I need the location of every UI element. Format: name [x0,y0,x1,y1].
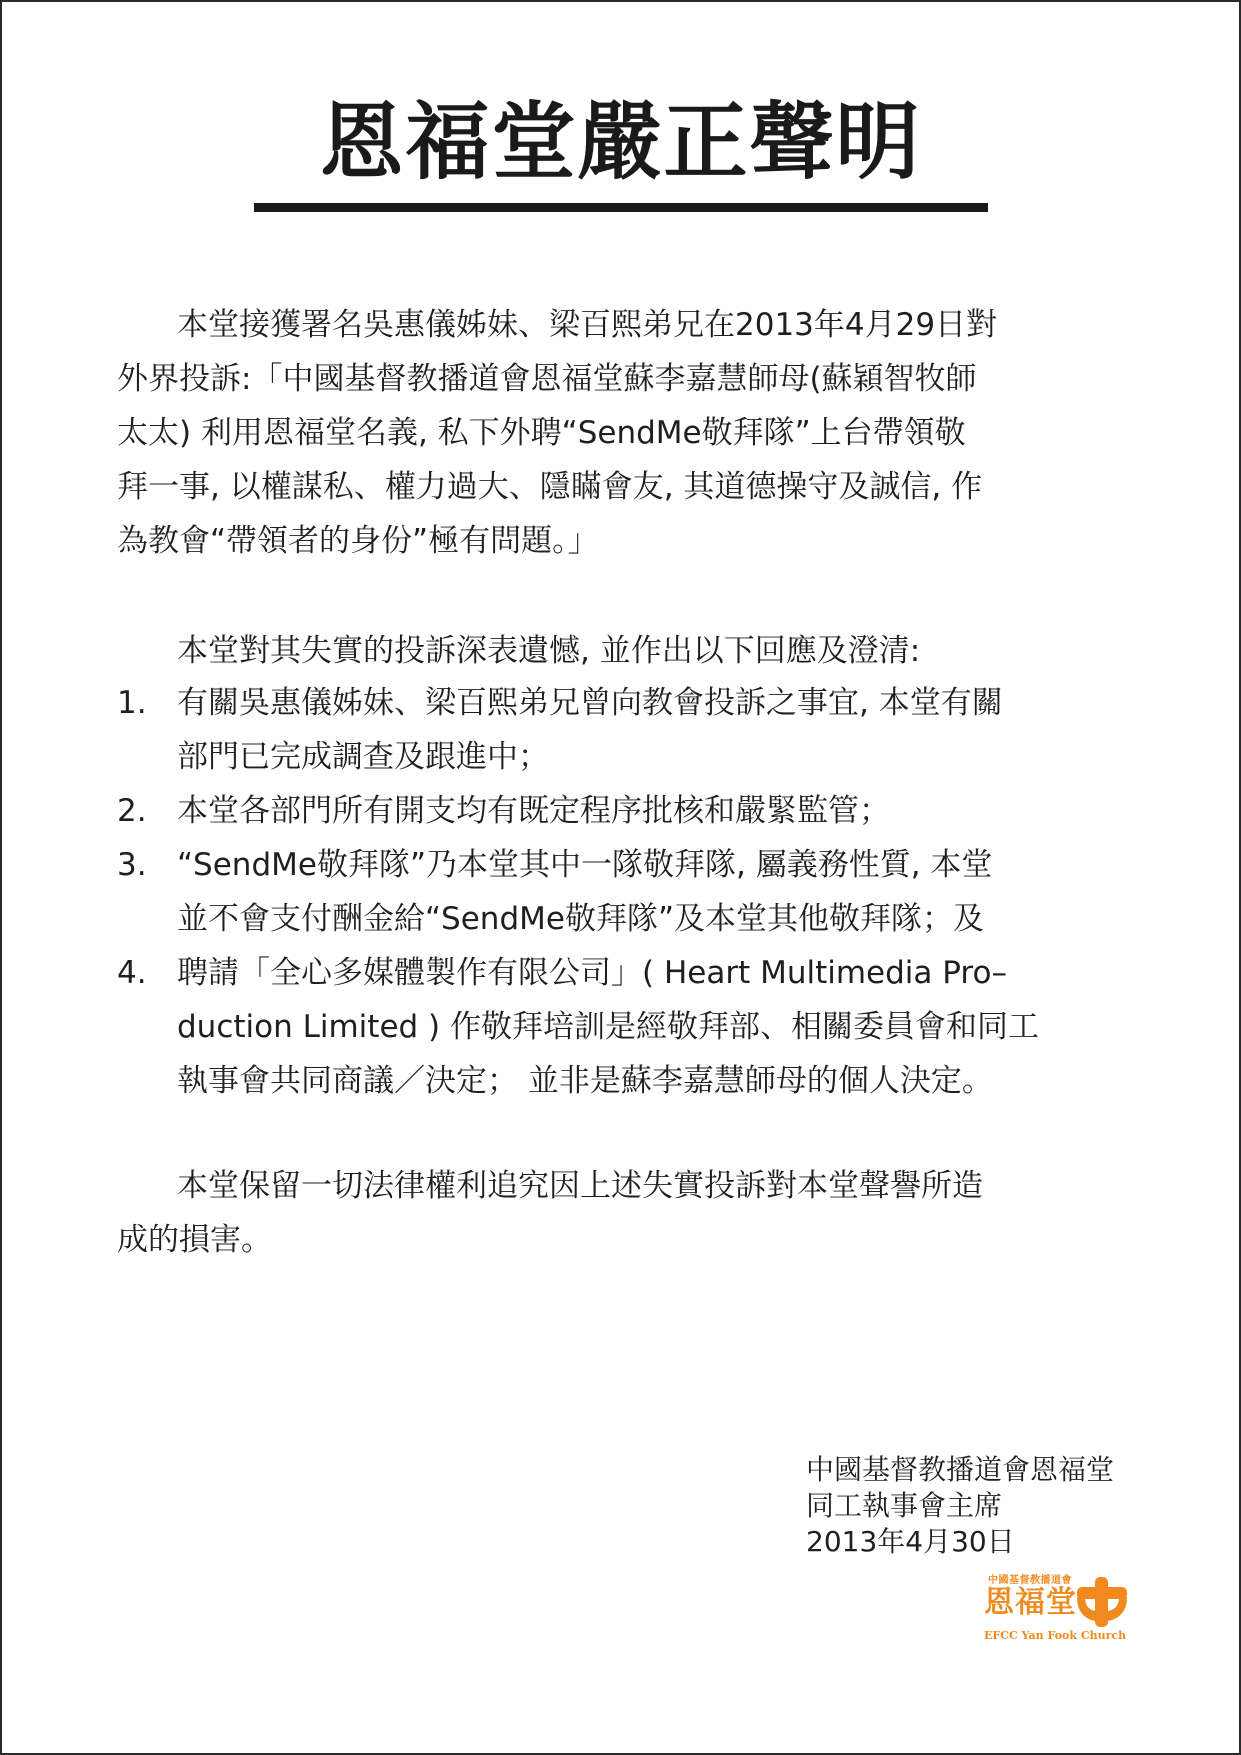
list-line: 有關吳惠儀姊妹、梁百熙弟兄曾向教會投訴之事宜, 本堂有關 [177,685,1003,721]
title-underline [254,203,988,212]
list-line: 並不會支付酬金給“SendMe敬拜隊”及本堂其他敬拜隊；及 [177,901,985,937]
logo-main-text: 恩福堂 [984,1585,1077,1620]
list-line: 執事會共同商議／決定； 並非是蘇李嘉慧師母的個人決定。 [177,1063,993,1099]
signature-block [806,1452,1114,1560]
signature-organization: 中國基督教播道會恩福堂 [806,1453,1115,1486]
page-title: 恩福堂嚴正聲明 [319,93,922,191]
paragraph-line: 本堂保留一切法律權利追究因上述失實投訴對本堂聲譽所造 [177,1168,983,1204]
clarification-list [117,676,1127,1108]
list-item [117,946,1127,1108]
paragraph-line: 本堂對其失實的投訴深表遺憾, 並作出以下回應及澄清: [177,633,921,669]
cross-logo-icon [1073,1577,1131,1627]
logo-small-text: 中國基督教播道會 [988,1575,1072,1586]
church-logo [984,1575,1132,1645]
list-item [117,838,1127,946]
legal-rights-paragraph [117,1159,1127,1267]
logo-english-text: EFCC Yan Fook Church [984,1629,1127,1642]
paragraph-line: 拜一事, 以權謀私、權力過大、隱瞞會友, 其道德操守及誠信, 作 [117,469,983,505]
signature-role: 同工執事會主席 [806,1489,1003,1522]
complaint-paragraph [117,298,1127,568]
list-number: 2. [117,793,147,829]
paragraph-line: 太太) 利用恩福堂名義, 私下外聘“SendMe敬拜隊”上台帶領敬 [117,415,966,451]
list-number: 4. [117,955,147,991]
list-line: “SendMe敬拜隊”乃本堂其中一隊敬拜隊, 屬義務性質, 本堂 [177,847,993,883]
list-line: 部門已完成調查及跟進中； [177,739,549,775]
list-line: duction Limited ) 作敬拜培訓是經敬拜部、相關委員會和同工 [177,1009,1040,1045]
signature-date: 2013年4月30日 [806,1525,1015,1558]
list-line: 聘請「全心多媒體製作有限公司」( Heart Multimedia Pro– [177,955,1007,991]
paragraph-line: 為教會“帶領者的身份”極有問題。」 [117,523,599,559]
paragraph-line: 外界投訴:「中國基督教播道會恩福堂蘇李嘉慧師母(蘇穎智牧師 [117,361,977,397]
paragraph-line: 成的損害。 [117,1222,272,1258]
response-intro-paragraph [117,624,1127,678]
list-item [117,676,1127,784]
list-number: 1. [117,685,147,721]
paragraph-line: 本堂接獲署名吳惠儀姊妹、梁百熙弟兄在2013年4月29日對 [177,307,998,343]
list-number: 3. [117,847,147,883]
list-item [117,784,1127,838]
list-line: 本堂各部門所有開支均有既定程序批核和嚴緊監管； [177,793,890,829]
